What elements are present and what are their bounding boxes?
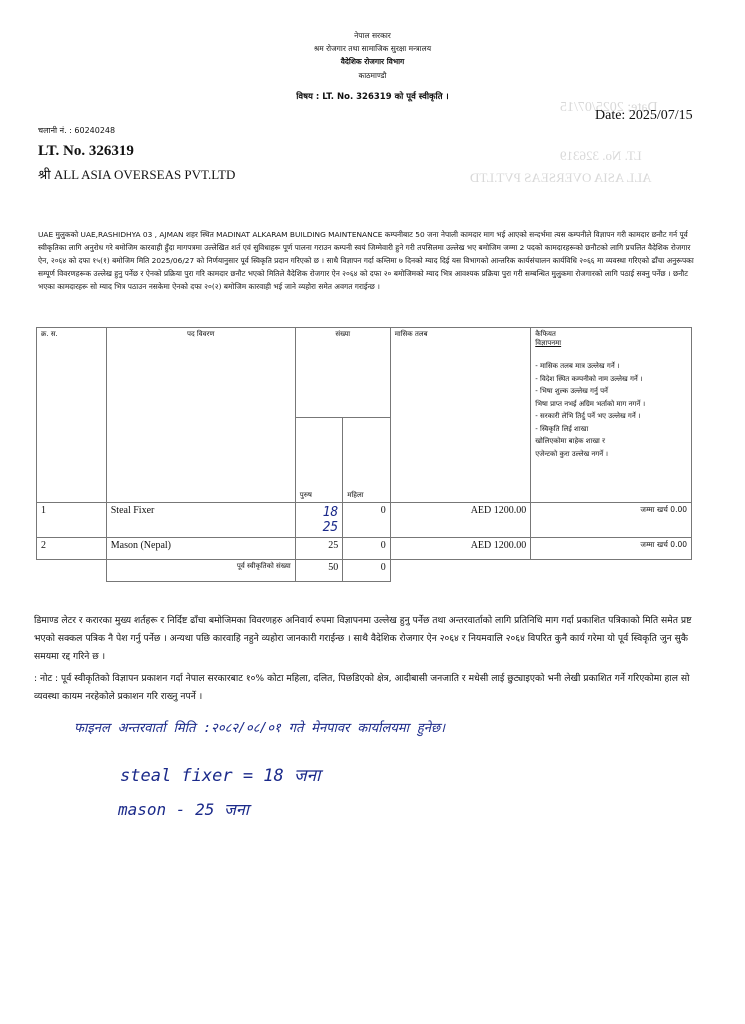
row-male-value: 18 25 [322,505,339,535]
row-sn: 2 [37,538,107,560]
remarks-heading: कैफियत [535,330,556,338]
table-row [37,503,692,538]
total-male: 50 [295,560,343,582]
header-salary: मासिक तलब [390,328,531,503]
bleed-through-lt: LT. No. 326319 [560,148,642,163]
remarks-list [535,360,687,460]
remarks-line: एजेन्टको कुरा उल्लेख नगर्ने । [535,449,609,458]
handwritten-mason: mason - 25 जना [118,800,249,819]
row-sn: 1 [37,503,107,538]
remarks-line: - मासिक तलब मात्र उल्लेख गर्ने । [535,362,620,370]
handwritten-interview-date: फाइनल अन्तरवार्ता मिति :२०८२/०८/०१ गते मेनपावर कार्यालयमा हुनेछ। [74,721,446,736]
handwritten-steal-fixer: steal fixer = 18 जना [120,766,321,786]
header-post: पद विवरण [106,328,295,503]
bleed-through-company: ALL ASIA OVERSEAS PVT.LTD [470,170,652,185]
conditions-paragraph: डिमाण्ड लेटर र करारका मुख्य शर्तहरू र निर्दिष्ट ढाँचा बमोजिमका विवरणहरु अनिवार्य रुपमा विज्ञापनमा उल्लेख हुनु पर्नेछ तथा अन्तरवार्ताको लागि प्रतिनिधि माग गर्दा प्रकाशित पत्रिकाको मिति समेत प्रष्ट भएको सक्कल पत्रिक नै पेश गर्नु पर्नेछ । अन्यथा पछि कारवाहि नहुने व्यहोरा जानकारी गराईन्छ । साथै वैदेशिक रोजगार ऐन २०६४ र नियमवालि २०६४ विपरित कुनै कार्य गरेमा यो पूर्व स्विकृति जुन सुकै समयमा रद्द गरिने छ । [34,615,692,662]
total-female: 0 [343,560,391,582]
header-male: पुरुष [295,418,343,503]
row-salary: AED 1200.00 [390,503,531,538]
ministry-line: श्रम रोजगार तथा सामाजिक सुरक्षा मन्त्रालय [313,44,432,53]
approval-table [36,327,692,582]
row-remarks: जम्मा खर्च 0.00 [531,503,692,538]
remarks-title: विज्ञापनमा [535,339,562,347]
bleed-through-date: Date: 2025/07/15 [560,100,658,115]
remarks-line: - सरकारी लेभि तिर्दु पर्ने भए उल्लेख गर्ने । [535,412,641,420]
subject-line: विषय : LT. No. 326319 को पूर्व स्वीकृति । [296,92,449,102]
row-post: Steal Fixer [106,503,295,538]
remarks-line: - विदेश स्थित कम्पनीको नाम उल्लेख गर्ने । [535,374,643,383]
chalani-number: चलानी नं. : 60240248 [38,126,116,135]
header-female: महिला [343,418,391,503]
row-remarks: जम्मा खर्च 0.00 [531,538,692,560]
row-salary: AED 1200.00 [390,538,531,560]
row-male: 25 [295,538,343,560]
remarks-line: भिषा प्राप्त नभई अग्रिम भर्ताको माग नगर्ने । [535,399,646,408]
body-paragraph: UAE मुलुकको UAE,RASHIDHYA 03 , AJMAN शहर स्थित MADINAT ALKARAM BUILDING MAINTENANCE कम्पनीबाट 50 जना नेपाली कामदार माग भई आएको सन्दर्भमा त्यस कम्पनीले विज्ञापन गरी कामदार छनौट गर्न पूर्व स्वीकृतिका लागि अनुरोध गरे बमोजिम कारवाही हुँदा मागपत्रमा उल्लेखित शर्त एवं सुविधाहरू पूर्ण पालना गराउन कम्पनी स्वयं जिम्मेवारी हुने गरी तपसिलमा उल्लेख भए बमोजिम जम्मा 2 पदको कामदारहरूको छनौटको लागि प्रचलित वैदेशिक रोजगार ऐन, २०६४ को दफा १५(१) बमोजिम मिति 2025/06/27 को निर्णयानुसार पूर्व स्विकृति प्रदान गरिएको छ । साथै विज्ञापन गर्दा कम्तिमा ७ दिनको म्याद दिई यस विभागको आन्तरिक कार्यसंचालन कार्यविधि २०६६ मा व्यवस्था गरिएको ढाँचा अनुरूपका सम्पूर्ण विवरणहरूक उल्लेख हुनु पर्नेछ र ऐनको प्रक्रिया पुरा गरि कामदार छनौट भएको मितिले वैदेशिक रोजगार ऐन २०६४ को दफा २० बमोजिमको म्याद भित्र आवश्यक प्रक्रिया पुरा गरी सम्बन्धित मुलुकमा रोजगारको लागि पठाई सक्नु पर्नेछ । छनौट भएका कामदारहरू सो म्याद भित्र पठाउन नसकेमा ऐनको दफा २०(२) बमोजिम कारवाही भई जाने व्यहोरा समेत अवगत गराईन्छ । [38,230,694,291]
gov-line: नेपाल सरकार [354,31,391,40]
remarks-line: - स्विकृति लिई शाखा [535,424,589,433]
letter-date: Date: 2025/07/15 [595,108,693,123]
lt-number: LT. No. 326319 [38,143,134,159]
company-name: श्री ALL ASIA OVERSEAS PVT.LTD [38,167,236,182]
row-male [295,503,343,538]
total-row [37,560,692,582]
header-sn: क्र. स. [37,328,107,503]
remarks-line: - भिषा शुल्क उल्लेख गर्नु पर्ने [535,387,608,395]
note-paragraph: : नोट : पूर्व स्वीकृतिको विज्ञापन प्रकाशन गर्दा नेपाल सरकारबाट १०% कोटा महिला, दलित, पिछडिएको क्षेत्र, आदीबासी जनजाति र मधेसी लाई छुट्याइएको भनी लेखी प्रकाशित गर्ने गरिएकोमा हाल सो व्यवस्था कायम नरहेकोले प्रकाशन गरि राख्नु नपर्ने । [34,673,690,702]
row-female: 0 [343,503,391,538]
header-count: संख्या [295,328,390,418]
header-remarks [531,328,692,503]
row-post: Mason (Nepal) [106,538,295,560]
table-row [37,538,692,560]
remarks-line: खोलिएकोमा बाहेक शाखा र [535,437,605,445]
department-line: वैदेशिक रोजगार विभाग [340,57,405,66]
total-label: पूर्व स्वीकृतिको संख्या [106,560,295,582]
row-female: 0 [343,538,391,560]
city-line: काठमाण्डौ [358,71,387,80]
